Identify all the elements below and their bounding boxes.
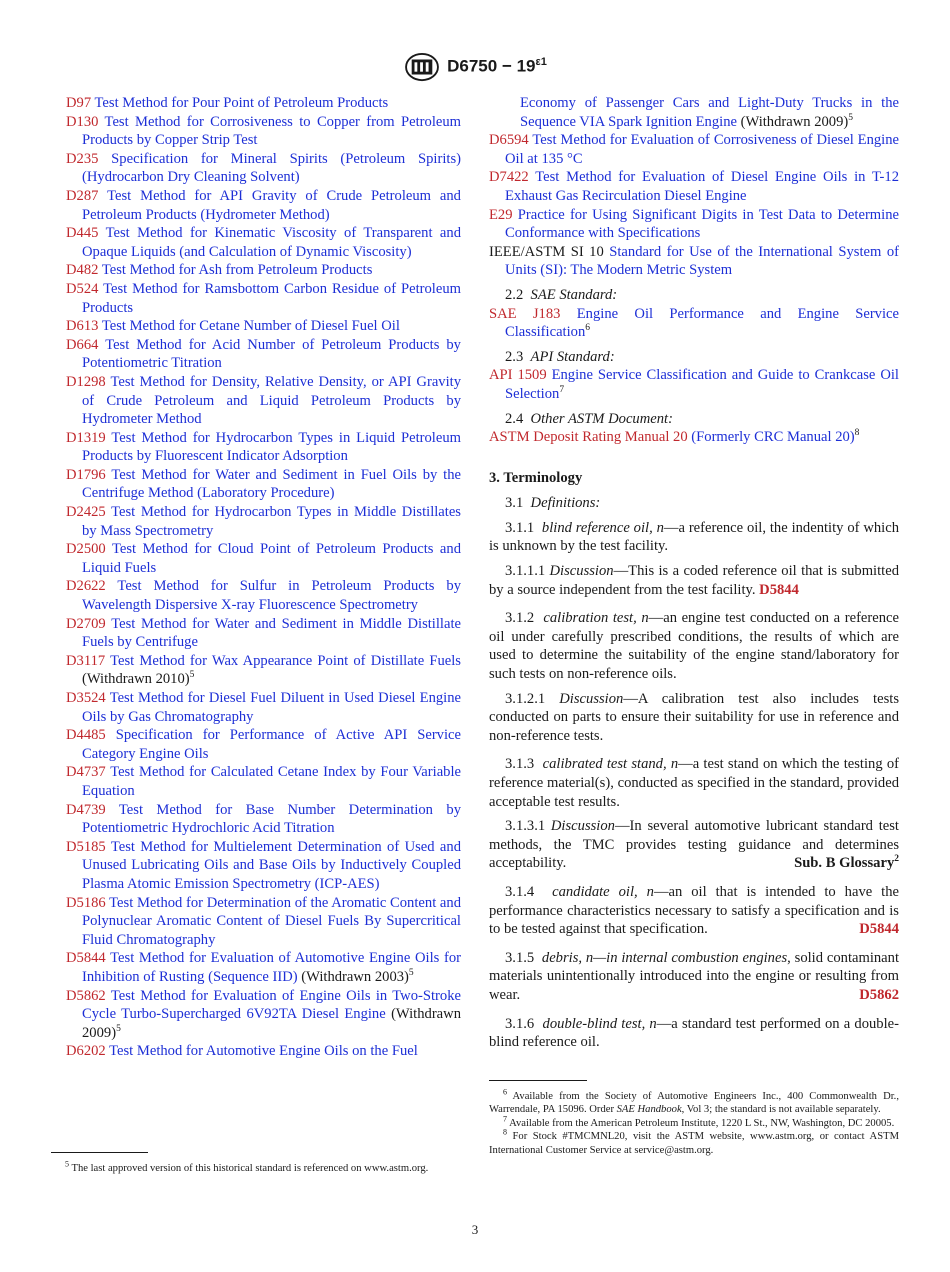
reference-item: [66, 113, 461, 150]
ref-text[interactable]: Test Method for Ash from Petroleum Products: [101, 262, 373, 279]
page-number: 3: [471, 1222, 479, 1237]
ref-text[interactable]: Test Method for Water and Sediment in Fuel Oils by the Centrifuge Method (Laboratory Procedure): [82, 466, 461, 502]
discussion-3-1-3-1: 3.1.3.1 Discussion—In several automotive lubricant standard test methods, the TMC provides testing guidance and determines acceptability. Sub. B Glossary$^2$: [489, 818, 899, 872]
ref-code[interactable]: D6594: [489, 132, 529, 149]
ref-text[interactable]: Test Method for Hydrocarbon Types in Middle Distillates by Mass Spectrometry: [82, 504, 461, 539]
ref-text[interactable]: (Formerly CRC Manual 20): [691, 429, 855, 446]
ref-code[interactable]: D7422: [489, 169, 529, 186]
reference-item: [66, 615, 461, 652]
reference-item: [489, 206, 899, 243]
ref-text[interactable]: Test Method for Water and Sediment in Middle Distillate Fuels by Centrifuge: [82, 615, 461, 651]
terminology-heading: 3. Terminology: [489, 469, 583, 486]
definition-3-1-4: 3.1.4 candidate oil, n—an oil that is intended to have the performance characteristics necessary to satisfy a specification and is to be tested against that specification. D5844: [489, 883, 900, 938]
ref-code[interactable]: D4737: [66, 764, 106, 781]
continued-reference: Economy of Passenger Cars and Light-Duty Trucks in the Sequence VIA Spark Ignition Engine (Withdrawn 2009)$^5$: [520, 95, 899, 130]
definition-3-1-6: 3.1.6 double-blind test, n—a standard test performed on a double-blind reference oil.: [489, 1015, 899, 1051]
right-column: [489, 94, 899, 1058]
definition-3-1-5: 3.1.5 debris, n—in internal combustion engines, solid contaminant materials unintentionally introduced into the engine or resulting from wear. D5862: [489, 949, 900, 1003]
ref-code[interactable]: D2622: [66, 578, 106, 595]
reference-item: [66, 336, 461, 373]
sae-standard-heading: 2.2 SAE Standard:: [505, 286, 618, 303]
withdrawn-note: (Withdrawn 2010): [82, 671, 190, 688]
ref-text[interactable]: Test Method for API Gravity of Crude Petroleum and Petroleum Products (Hydrometer Method): [82, 187, 461, 223]
ref-code[interactable]: D287: [66, 187, 99, 204]
reference-item: [66, 224, 461, 261]
reference-item: [66, 652, 461, 689]
reference-item: [66, 540, 461, 577]
reference-item: [66, 150, 461, 187]
document-epsilon: ε1: [535, 55, 547, 68]
definitions-heading: 3.1 Definitions:: [505, 495, 601, 512]
reference-item: [66, 280, 461, 317]
ref-text[interactable]: Specification for Performance of Active API Service Category Engine Oils: [82, 727, 461, 762]
reference-item: SAE J183 Engine Oil Performance and Engine Service Classification$^6$: [489, 305, 899, 341]
ref-text[interactable]: Test Method for Cloud Point of Petroleum Products and Liquid Fuels: [82, 541, 462, 576]
ref-text[interactable]: Test Method for Evaluation of Diesel Engine Oils in T-12 Exhaust Gas Recirculation Diesel Engine: [505, 169, 899, 204]
reference-item: [66, 949, 461, 986]
ref-text[interactable]: Test Method for Diesel Fuel Diluent in Used Diesel Engine Oils by Gas Chromatography: [82, 690, 462, 725]
reference-item: API 1509 Engine Service Classification and Guide to Crankcase Oil Selection$^7$: [489, 367, 899, 402]
reference-item: ASTM Deposit Rating Manual 20 (Formerly CRC Manual 20)$^8$: [489, 428, 860, 446]
ref-code[interactable]: D97: [66, 95, 92, 111]
source-tag[interactable]: D5862: [859, 986, 899, 1003]
source-tag[interactable]: D5844: [759, 581, 799, 598]
withdrawn-note: (Withdrawn 2009): [82, 1006, 461, 1041]
discussion-3-1-1-1: 3.1.1.1 Discussion—This is a coded reference oil that is submitted by a source independent from the test facility. D5844: [489, 563, 899, 598]
ref-code[interactable]: D5185: [66, 838, 106, 855]
source-tag: Sub. B Glossary$^2$: [794, 854, 899, 872]
reference-item: [66, 894, 461, 950]
footnote-ref: 5: [408, 968, 414, 979]
ref-text[interactable]: Test Method for Automotive Engine Oils on the Fuel: [109, 1043, 418, 1060]
ref-code[interactable]: D2500: [66, 541, 106, 558]
definition-3-1-2: 3.1.2 calibration test, n—an engine test conducted on a reference oil under carefully prescribed conditions, the results of which are used to determine the suitability of the engine stand/laboratory for such tests on non-reference oils.: [489, 610, 899, 683]
ref-text[interactable]: Test Method for Determination of the Aromatic Content and Polynuclear Aromatic Content of Diesel Fuels By Supercritical Fluid Chromatography: [82, 894, 461, 948]
ref-code[interactable]: D613: [66, 318, 99, 335]
footnote-5: $^5$ The last approved version of this historical standard is referenced on www.astm.org.: [65, 1159, 429, 1174]
ref-text[interactable]: Test Method for Calculated Cetane Index by Four Variable Equation: [82, 764, 462, 799]
ref-code[interactable]: D1298: [66, 373, 106, 390]
ref-code[interactable]: D2709: [66, 615, 106, 632]
reference-item: [489, 243, 899, 280]
ref-text[interactable]: Test Method for Wax Appearance Point of Distillate Fuels: [110, 652, 461, 669]
reference-item: [489, 168, 899, 205]
discussion-3-1-2-1: 3.1.2.1 Discussion—A calibration test also includes tests conducted on parts to ensure their suitability for use in reference and non-reference tests.: [489, 690, 899, 744]
ref-text[interactable]: Specification for Mineral Spirits (Petroleum Spirits) (Hydrocarbon Dry Cleaning Solvent): [82, 150, 461, 186]
left-column: [66, 94, 461, 1061]
ref-code[interactable]: D6202: [66, 1043, 106, 1060]
ref-code[interactable]: ASTM Deposit Rating Manual 20: [489, 429, 688, 446]
reference-item: [66, 503, 461, 540]
ref-code[interactable]: D1319: [66, 429, 106, 446]
ref-text[interactable]: Test Method for Pour Point of Petroleum Products: [94, 95, 389, 111]
astm-logo-icon: [403, 52, 441, 82]
ref-text[interactable]: Test Method for Sulfur in Petroleum Products by Wavelength Dispersive X-ray Fluorescence Spectrometry: [82, 578, 461, 614]
reference-item: [66, 801, 461, 838]
ref-code[interactable]: D5844: [66, 950, 106, 967]
footnotes-right: [489, 1087, 899, 1157]
ref-code[interactable]: E29: [489, 206, 513, 223]
ref-text[interactable]: Practice for Using Significant Digits in Test Data to Determine Conformance with Specifications: [505, 206, 899, 242]
ref-code[interactable]: D664: [66, 336, 99, 353]
ref-code[interactable]: D445: [66, 225, 99, 242]
ref-code[interactable]: D4485: [66, 727, 106, 744]
reference-item: [66, 317, 461, 336]
reference-item: [66, 577, 461, 614]
ref-text[interactable]: Engine Oil Performance and Engine Service Classification: [505, 305, 899, 341]
ref-code[interactable]: D2425: [66, 504, 106, 521]
ref-text[interactable]: Engine Service Classification and Guide to Crankcase Oil Selection: [505, 367, 899, 402]
source-tag[interactable]: D5844: [859, 921, 899, 938]
ref-text[interactable]: Test Method for Corrosiveness to Copper from Petroleum Products by Copper Strip Test: [82, 113, 461, 149]
ref-code[interactable]: D524: [66, 280, 99, 297]
reference-item: [66, 689, 461, 726]
reference-item: [66, 726, 461, 763]
ref-text[interactable]: Test Method for Evaluation of Engine Oils in Two-Stroke Cycle Turbo-Supercharged 6V92TA Diesel Engine: [82, 987, 461, 1023]
ref-text[interactable]: Test Method for Evaluation of Corrosiveness of Diesel Engine Oil at 135 °C: [505, 132, 899, 167]
ref-text[interactable]: Test Method for Evaluation of Automotive Engine Oils for Inhibition of Rusting (Sequence IID): [82, 950, 461, 985]
ref-text[interactable]: Test Method for Kinematic Viscosity of Transparent and Opaque Liquids (and Calculation of Dynamic Viscosity): [82, 225, 462, 260]
ref-text[interactable]: Economy of Passenger Cars and Light-Duty Trucks in the Sequence VIA Spark Ignition Engine: [520, 95, 899, 130]
ref-code[interactable]: D235: [66, 150, 99, 167]
ref-code[interactable]: IEEE/ASTM SI 10: [489, 243, 604, 260]
reference-item: [66, 261, 461, 280]
ref-text[interactable]: Test Method for Ramsbottom Carbon Residue of Petroleum Products: [82, 280, 461, 316]
ref-text[interactable]: Test Method for Cetane Number of Diesel Fuel Oil: [101, 318, 400, 335]
reference-item: [66, 987, 461, 1043]
ref-code[interactable]: D3117: [66, 652, 106, 669]
page-header: [0, 52, 950, 82]
ref-code[interactable]: D482: [66, 262, 99, 279]
footnote-7: $^7$ Available from the American Petroleum Institute, 1220 L St., NW, Washington, DC 20005.: [503, 1114, 895, 1129]
ref-code[interactable]: D5862: [66, 987, 106, 1004]
ref-code[interactable]: SAE J183: [489, 305, 561, 322]
reference-item: [66, 1042, 461, 1061]
definition-3-1-1: 3.1.1 blind reference oil, n—a reference oil, the indentity of which is unknown by the test facility.: [489, 519, 899, 555]
footnote-ref: 5: [116, 1023, 121, 1034]
footnote-ref: 5: [189, 670, 195, 681]
ref-text[interactable]: Standard for Use of the International System of Units (SI): The Modern Metric System: [505, 243, 899, 279]
ref-code[interactable]: D5186: [66, 894, 106, 911]
ref-text[interactable]: Test Method for Density, Relative Density, or API Gravity of Crude Petroleum and Liquid Petroleum Products by Hydrometer Method: [82, 373, 462, 428]
ref-code[interactable]: API 1509: [489, 367, 547, 384]
ref-text[interactable]: Test Method for Hydrocarbon Types in Liquid Petroleum Products by Fluorescent Indicator Adsorption: [82, 429, 461, 465]
ref-text[interactable]: Test Method for Multielement Determination of Used and Unused Lubricating Oils and Base Oils by Inductively Coupled Plasma Atomic Emission Spectrometry (ICP-AES): [82, 838, 461, 892]
reference-item: [489, 131, 899, 168]
ref-code[interactable]: D3524: [66, 690, 106, 706]
ref-code[interactable]: D4739: [66, 801, 106, 818]
reference-item: [66, 373, 461, 429]
ref-text[interactable]: Test Method for Acid Number of Petroleum Products by Potentiometric Titration: [82, 336, 461, 372]
other-document-heading: 2.4 Other ASTM Document:: [505, 410, 673, 427]
reference-item: [66, 466, 461, 503]
footnote-6: $^6$ Available from the Society of Automotive Engineers Inc., 400 Commonwealth Dr., Warrendale, PA 15096. Order SAE Handbook, Vol 3; the standard is not available separately.: [489, 1087, 899, 1116]
footnote-rule-right: [489, 1080, 587, 1081]
footnote-8: $^8$ For Stock #TMCMNL20, visit the ASTM website, www.astm.org, or contact ASTM International Customer Service at service@astm.org.: [489, 1127, 899, 1156]
withdrawn-note: (Withdrawn 2003): [301, 968, 409, 985]
reference-item: [66, 838, 461, 894]
ref-text[interactable]: Test Method for Base Number Determination by Potentiometric Hydrochloric Acid Titration: [82, 801, 461, 837]
reference-list: [489, 131, 899, 280]
ref-code[interactable]: D130: [66, 113, 99, 130]
reference-item: [66, 429, 461, 466]
ref-code[interactable]: D1796: [66, 466, 106, 483]
reference-item: [66, 94, 461, 113]
reference-item: [66, 187, 461, 224]
api-standard-heading: 2.3 API Standard:: [505, 348, 615, 365]
definition-3-1-3: 3.1.3 calibrated test stand, n—a test stand on which the testing of reference material(s), conducted as specified in the standard, provided acceptable test results.: [489, 756, 899, 810]
document-code: D6750 − 19: [447, 56, 536, 76]
reference-item: [66, 763, 461, 800]
footnote-rule-left: [51, 1152, 148, 1153]
